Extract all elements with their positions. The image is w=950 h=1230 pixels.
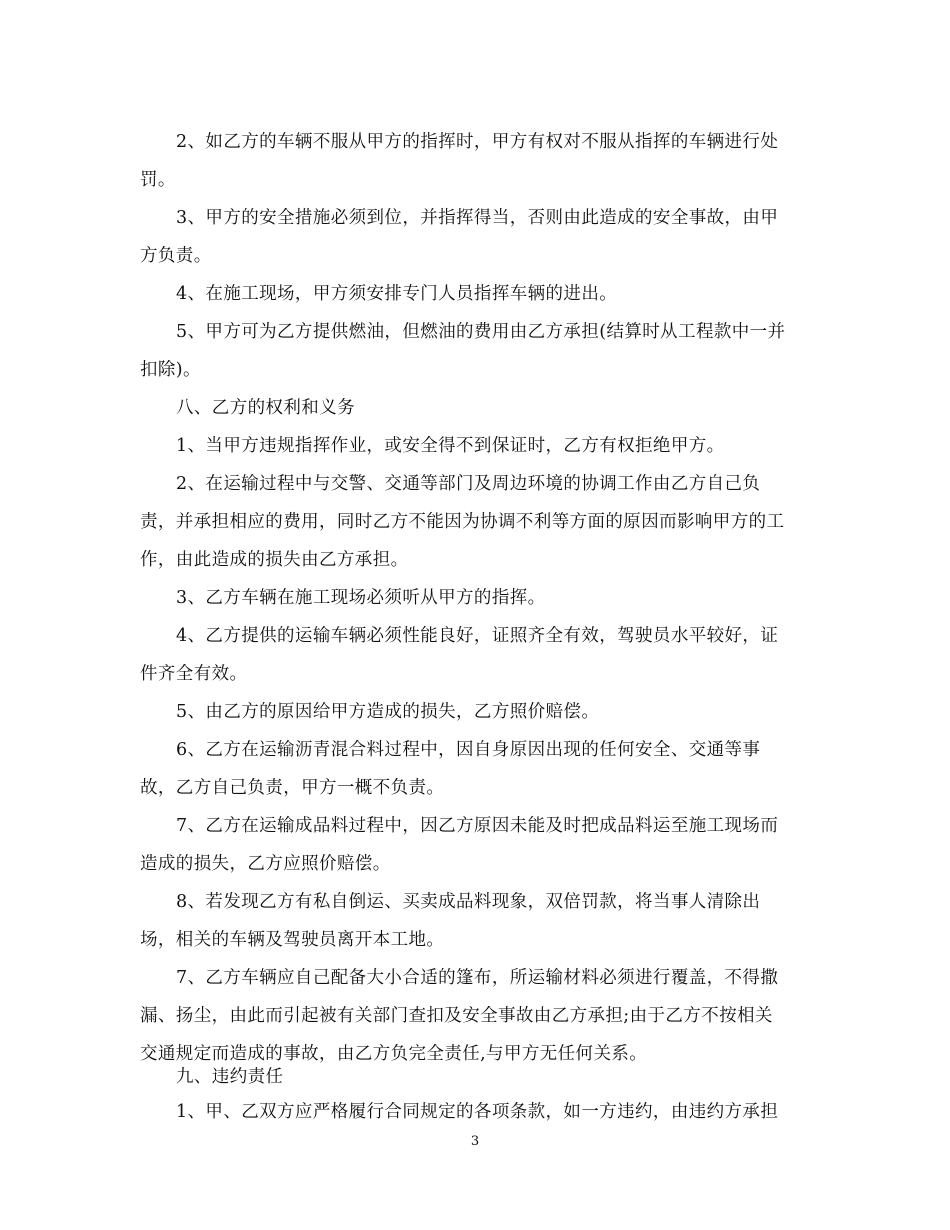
paragraph-line: 作，由此造成的损失由乙方承担。: [140, 550, 409, 570]
paragraph-line: 3、乙方车辆在施工现场必须听从甲方的指挥。: [176, 588, 546, 608]
paragraph-line: 故，乙方自己负责，甲方一概不负责。: [140, 778, 445, 798]
paragraph-line: 扣除)。: [140, 360, 201, 380]
paragraph-line: 方负责。: [140, 246, 212, 266]
section-heading: 八、乙方的权利和义务: [176, 398, 355, 418]
paragraph-line: 交通规定而造成的事故，由乙方负完全责任,与甲方无任何关系。: [140, 1044, 648, 1064]
paragraph-line: 8、若发现乙方有私自倒运、买卖成品料现象，双倍罚款，将当事人清除出: [176, 892, 761, 912]
paragraph-line: 2、如乙方的车辆不服从甲方的指挥时，甲方有权对不服从指挥的车辆进行处: [176, 132, 779, 152]
paragraph-line: 6、乙方在运输沥青混合料过程中，因自身原因出现的任何安全、交通等事: [176, 740, 761, 760]
paragraph-line: 漏、扬尘，由此而引起被有关部门查扣及安全事故由乙方承担;由于乙方不按相关: [140, 1006, 773, 1026]
paragraph-line: 场，相关的车辆及驾驶员离开本工地。: [140, 930, 445, 950]
paragraph-line: 件齐全有效。: [140, 664, 248, 684]
paragraph-line: 1、当甲方违规指挥作业，或安全得不到保证时，乙方有权拒绝甲方。: [176, 436, 725, 456]
paragraph-line: 7、乙方车辆应自己配备大小合适的篷布，所运输材料必须进行覆盖，不得撒: [176, 968, 779, 988]
paragraph-line: 造成的损失，乙方应照价赔偿。: [140, 854, 391, 874]
page-number: 3: [470, 1134, 480, 1149]
paragraph-line: 7、乙方在运输成品料过程中，因乙方原因未能及时把成品料运至施工现场而: [176, 816, 779, 836]
paragraph-line: 2、在运输过程中与交警、交通等部门及周边环境的协调工作由乙方自己负: [176, 474, 761, 494]
paragraph-line: 4、乙方提供的运输车辆必须性能良好，证照齐全有效，驾驶员水平较好，证: [176, 626, 779, 646]
section-heading: 九、违约责任: [176, 1067, 284, 1087]
paragraph-line: 3、甲方的安全措施必须到位，并指挥得当，否则由此造成的安全事故，由甲: [176, 208, 779, 228]
paragraph-line: 责，并承担相应的费用，同时乙方不能因为协调不利等方面的原因而影响甲方的工: [140, 512, 785, 532]
paragraph-line: 4、在施工现场，甲方须安排专门人员指挥车辆的进出。: [176, 284, 618, 304]
paragraph-line: 1、甲、乙双方应严格履行合同规定的各项条款，如一方违约，由违约方承担: [176, 1102, 779, 1122]
paragraph-line: 罚。: [140, 170, 176, 190]
paragraph-line: 5、甲方可为乙方提供燃油，但燃油的费用由乙方承担(结算时从工程款中一并: [176, 322, 786, 342]
paragraph-line: 5、由乙方的原因给甲方造成的损失，乙方照价赔偿。: [176, 702, 600, 722]
